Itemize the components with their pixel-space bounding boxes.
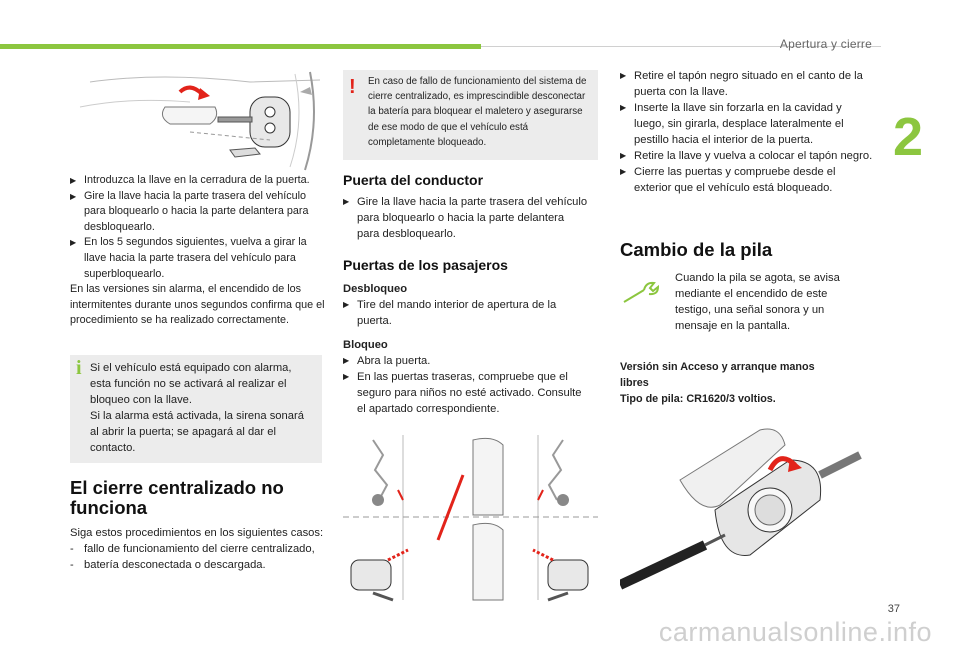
arrow-bullet-icon: ▶: [343, 197, 350, 206]
lock-label: Bloqueo: [343, 339, 388, 351]
arrow-bullet-icon: ▶: [70, 176, 77, 185]
cases-section: [70, 525, 325, 573]
arrow-bullet-icon: ▶: [343, 356, 350, 365]
alarm-paragraph: En las versiones sin alarma, el encendido de los intermitentes durante unos segundos confirma que el procedimiento se ha realizado correctamente.: [70, 283, 325, 327]
right-steps: [620, 68, 875, 196]
maintenance-note: Cuando la pila se agota, se avisa mediante el encendido de este testigo, una señal sonora y un mensaje en la pantalla.: [675, 272, 840, 332]
warning-icon: !: [349, 76, 356, 98]
door-edge-lock-illustration: [343, 430, 598, 610]
list-item: ▶ Retire el tapón negro situado en el canto de la puerta con la llave.: [620, 70, 863, 98]
version-line-2: libres: [620, 377, 649, 389]
page-number: 37: [887, 603, 900, 615]
arrow-bullet-icon: ▶: [620, 167, 627, 176]
battery-info: [620, 359, 875, 407]
info-line-1: Si el vehículo está equipado con alarma, esta función no se activará al realizar el bloqueo con la llave.: [90, 362, 292, 406]
section-title: Apertura y cierre: [779, 37, 872, 51]
list-item: ▶ Abra la puerta.: [343, 355, 431, 367]
list-item: ▶ Cierre las puertas y compruebe desde el exterior que el vehículo está bloqueado.: [620, 166, 836, 194]
chapter-number: 2: [893, 107, 924, 167]
list-item: ▶ Retire la llave y vuelva a colocar el tapón negro.: [620, 150, 873, 162]
door-lock-key-illustration: [70, 62, 325, 172]
list-item: ▶ Tire del mando interior de apertura de la puerta.: [343, 299, 557, 327]
green-header-bar: [0, 44, 481, 49]
battery-type: Tipo de pila: CR1620/3 voltios.: [620, 393, 776, 405]
cases-intro: Siga estos procedimientos en los siguientes casos:: [70, 527, 324, 539]
arrow-bullet-icon: ▶: [70, 191, 77, 201]
arrow-bullet-icon: ▶: [620, 103, 627, 112]
passenger-steps: [343, 281, 588, 417]
warning-text: En caso de fallo de funcionamiento del sistema de cierre centralizado, es imprescindible desconectar la batería para bloquear el maletero y asegurarse de ese modo de que el vehículo está completamente bloqueado.: [368, 76, 587, 148]
left-steps: [70, 173, 325, 329]
arrow-bullet-icon: ▶: [343, 300, 350, 309]
unlock-label: Desbloqueo: [343, 283, 408, 295]
driver-steps: [343, 194, 588, 242]
arrow-bullet-icon: ▶: [343, 372, 350, 381]
info-box: [70, 355, 322, 463]
key-battery-illustration: [620, 420, 875, 595]
list-item: ▶ En las puertas traseras, compruebe que el seguro para niños no esté activado. Consulte el apartado correspondiente.: [343, 371, 582, 415]
list-item: ▶ En los 5 segundos siguientes, vuelva a girar la llave hacia la parte trasera del vehículo para superbloquearlo.: [70, 236, 307, 280]
list-item: ▶ Introduzca la llave en la cerradura de la puerta.: [70, 173, 325, 189]
arrow-bullet-icon: ▶: [620, 71, 627, 80]
list-item: - batería desconectada o descargada.: [70, 559, 266, 571]
wrench-icon: [620, 280, 660, 306]
list-item: - fallo de funcionamiento del cierre centralizado,: [70, 543, 315, 555]
central-locking-heading: El cierre centralizado no funciona: [70, 477, 284, 518]
arrow-bullet-icon: ▶: [70, 238, 77, 248]
info-icon: i: [76, 357, 82, 379]
list-item: ▶ Gire la llave hacia la parte trasera del vehículo para bloquearlo o hacia la parte delantera para desbloquearlo.: [70, 189, 309, 233]
list-item: ▶ Inserte la llave sin forzarla en la cavidad y luego, sin girarla, desplace lateralmente el pestillo hacia el interior de la puerta.: [620, 102, 844, 146]
info-line-2: Si la alarma está activada, la sirena sonará al abrir la puerta; se apagará al dar el contacto.: [90, 410, 304, 454]
driver-door-heading: Puerta del conductor: [343, 172, 484, 188]
version-line: Versión sin Acceso y arranque manos: [620, 361, 815, 373]
list-item: ▶ Gire la llave hacia la parte trasera del vehículo para bloquearlo o hacia la parte delantera para desbloquearlo.: [343, 196, 588, 240]
passenger-doors-heading: Puertas de los pasajeros: [343, 257, 508, 273]
arrow-bullet-icon: ▶: [620, 151, 627, 160]
warning-box: [343, 70, 598, 160]
watermark: carmanualsonline.info: [658, 617, 932, 647]
battery-change-heading: Cambio de la pila: [620, 239, 773, 260]
